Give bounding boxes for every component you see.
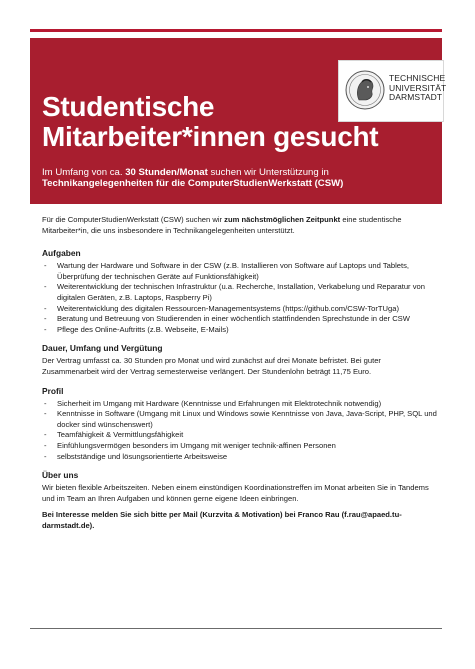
list-item: - Beratung und Betreuung von Studierenden in einer wöchentlich stattfindenden Sprechstunde in der CSW [42, 314, 438, 325]
list-item: - Sicherheit im Umgang mit Hardware (Kenntnisse und Erfahrungen mit Elektrotechnik notwendig) [42, 399, 438, 410]
list-item: - Weiterentwicklung des digitalen Ressourcen-Managementsystems (https://github.com/CSW-TorTUga) [42, 304, 438, 315]
aufgaben-list [42, 261, 438, 335]
dauer-heading: Dauer, Umfang und Vergütung [42, 343, 163, 354]
list-item: - Kenntnisse in Software (Umgang mit Linux und Windows sowie Kenntnisse von Java, Java-Script, PHP, SQL und docker sind wünschenswert) [42, 409, 438, 430]
page-title [42, 92, 432, 152]
dauer-paragraph: Der Vertrag umfasst ca. 30 Stunden pro Monat und wird zunächst auf drei Monate befristet. Bei guter Zusammenarbeit wird der Vertrag semesterweise verlängert. Der Stundenlohn beträgt 11,75 Euro. [42, 356, 381, 376]
list-item: - Wartung der Hardware und Software in der CSW (z.B. Installieren von Software auf Laptops und Tablets, Überprüfung der technischen Geräte auf Funktionsfähigkeit) [42, 261, 438, 282]
list-item: - Pflege des Online-Auftritts (z.B. Webseite, E-Mails) [42, 325, 438, 336]
subtitle-hours: 30 Stunden/Monat [125, 167, 208, 178]
job-description [42, 215, 438, 531]
subtitle-area: Technikangelegenheiten für die ComputerStudienWerkstatt (CSW) [42, 178, 344, 189]
ueber-paragraph: Wir bieten flexible Arbeitszeiten. Neben einem einstündigen Koordinationstreffen im Monat arbeiten Sie in Tandems und im Team an Ihren Aufgaben und können gerne eigene Ideen einbringen. [42, 483, 429, 503]
intro-paragraph [42, 215, 438, 236]
subtitle-mid: suchen wir Unterstützung in [207, 167, 329, 178]
aufgaben-heading: Aufgaben [42, 248, 81, 259]
logo-wordmark: TECHNISCHE UNIVERSITÄT DARMSTADT [389, 73, 447, 103]
list-item: - Weiterentwicklung der technischen Infrastruktur (u.a. Recherche, Installation, Verkabelung und Reparatur von digitalen Geräten, z.B. Laptops, Raspberry Pi) [42, 282, 438, 303]
subtitle-pre: Im Umfang von ca. [42, 167, 126, 178]
profil-list [42, 399, 438, 463]
list-item: - Teamfähigkeit & Vermittlungsfähigkeit [42, 430, 438, 441]
bottom-rule [30, 628, 442, 629]
intro-bold: zum nächstmöglichen Zeitpunkt [224, 215, 341, 224]
title-line-1: Studentische [42, 91, 215, 122]
contact-paragraph: Bei Interesse melden Sie sich bitte per Mail (Kurzvita & Motivation) bei Franco Rau (f.rau@apaed.tu-darmstadt.de). [42, 510, 402, 530]
ueber-heading: Über uns [42, 470, 79, 481]
intro-post: eine studentische Mitarbeiter*in, die uns insbesondere in Technikangelegenheiten unterstützt. [42, 215, 402, 235]
top-rule [30, 29, 442, 32]
list-item: - selbstständige und lösungsorientierte Arbeitsweise [42, 452, 438, 463]
profil-heading: Profil [42, 385, 64, 396]
list-item: - Einfühlungsvermögen besonders im Umgang mit weniger technik-affinen Personen [42, 441, 438, 452]
subtitle [42, 167, 434, 189]
intro-pre: Für die ComputerStudienWerkstatt (CSW) suchen wir [42, 215, 225, 224]
title-line-2: Mitarbeiter*innen gesucht [42, 121, 379, 152]
